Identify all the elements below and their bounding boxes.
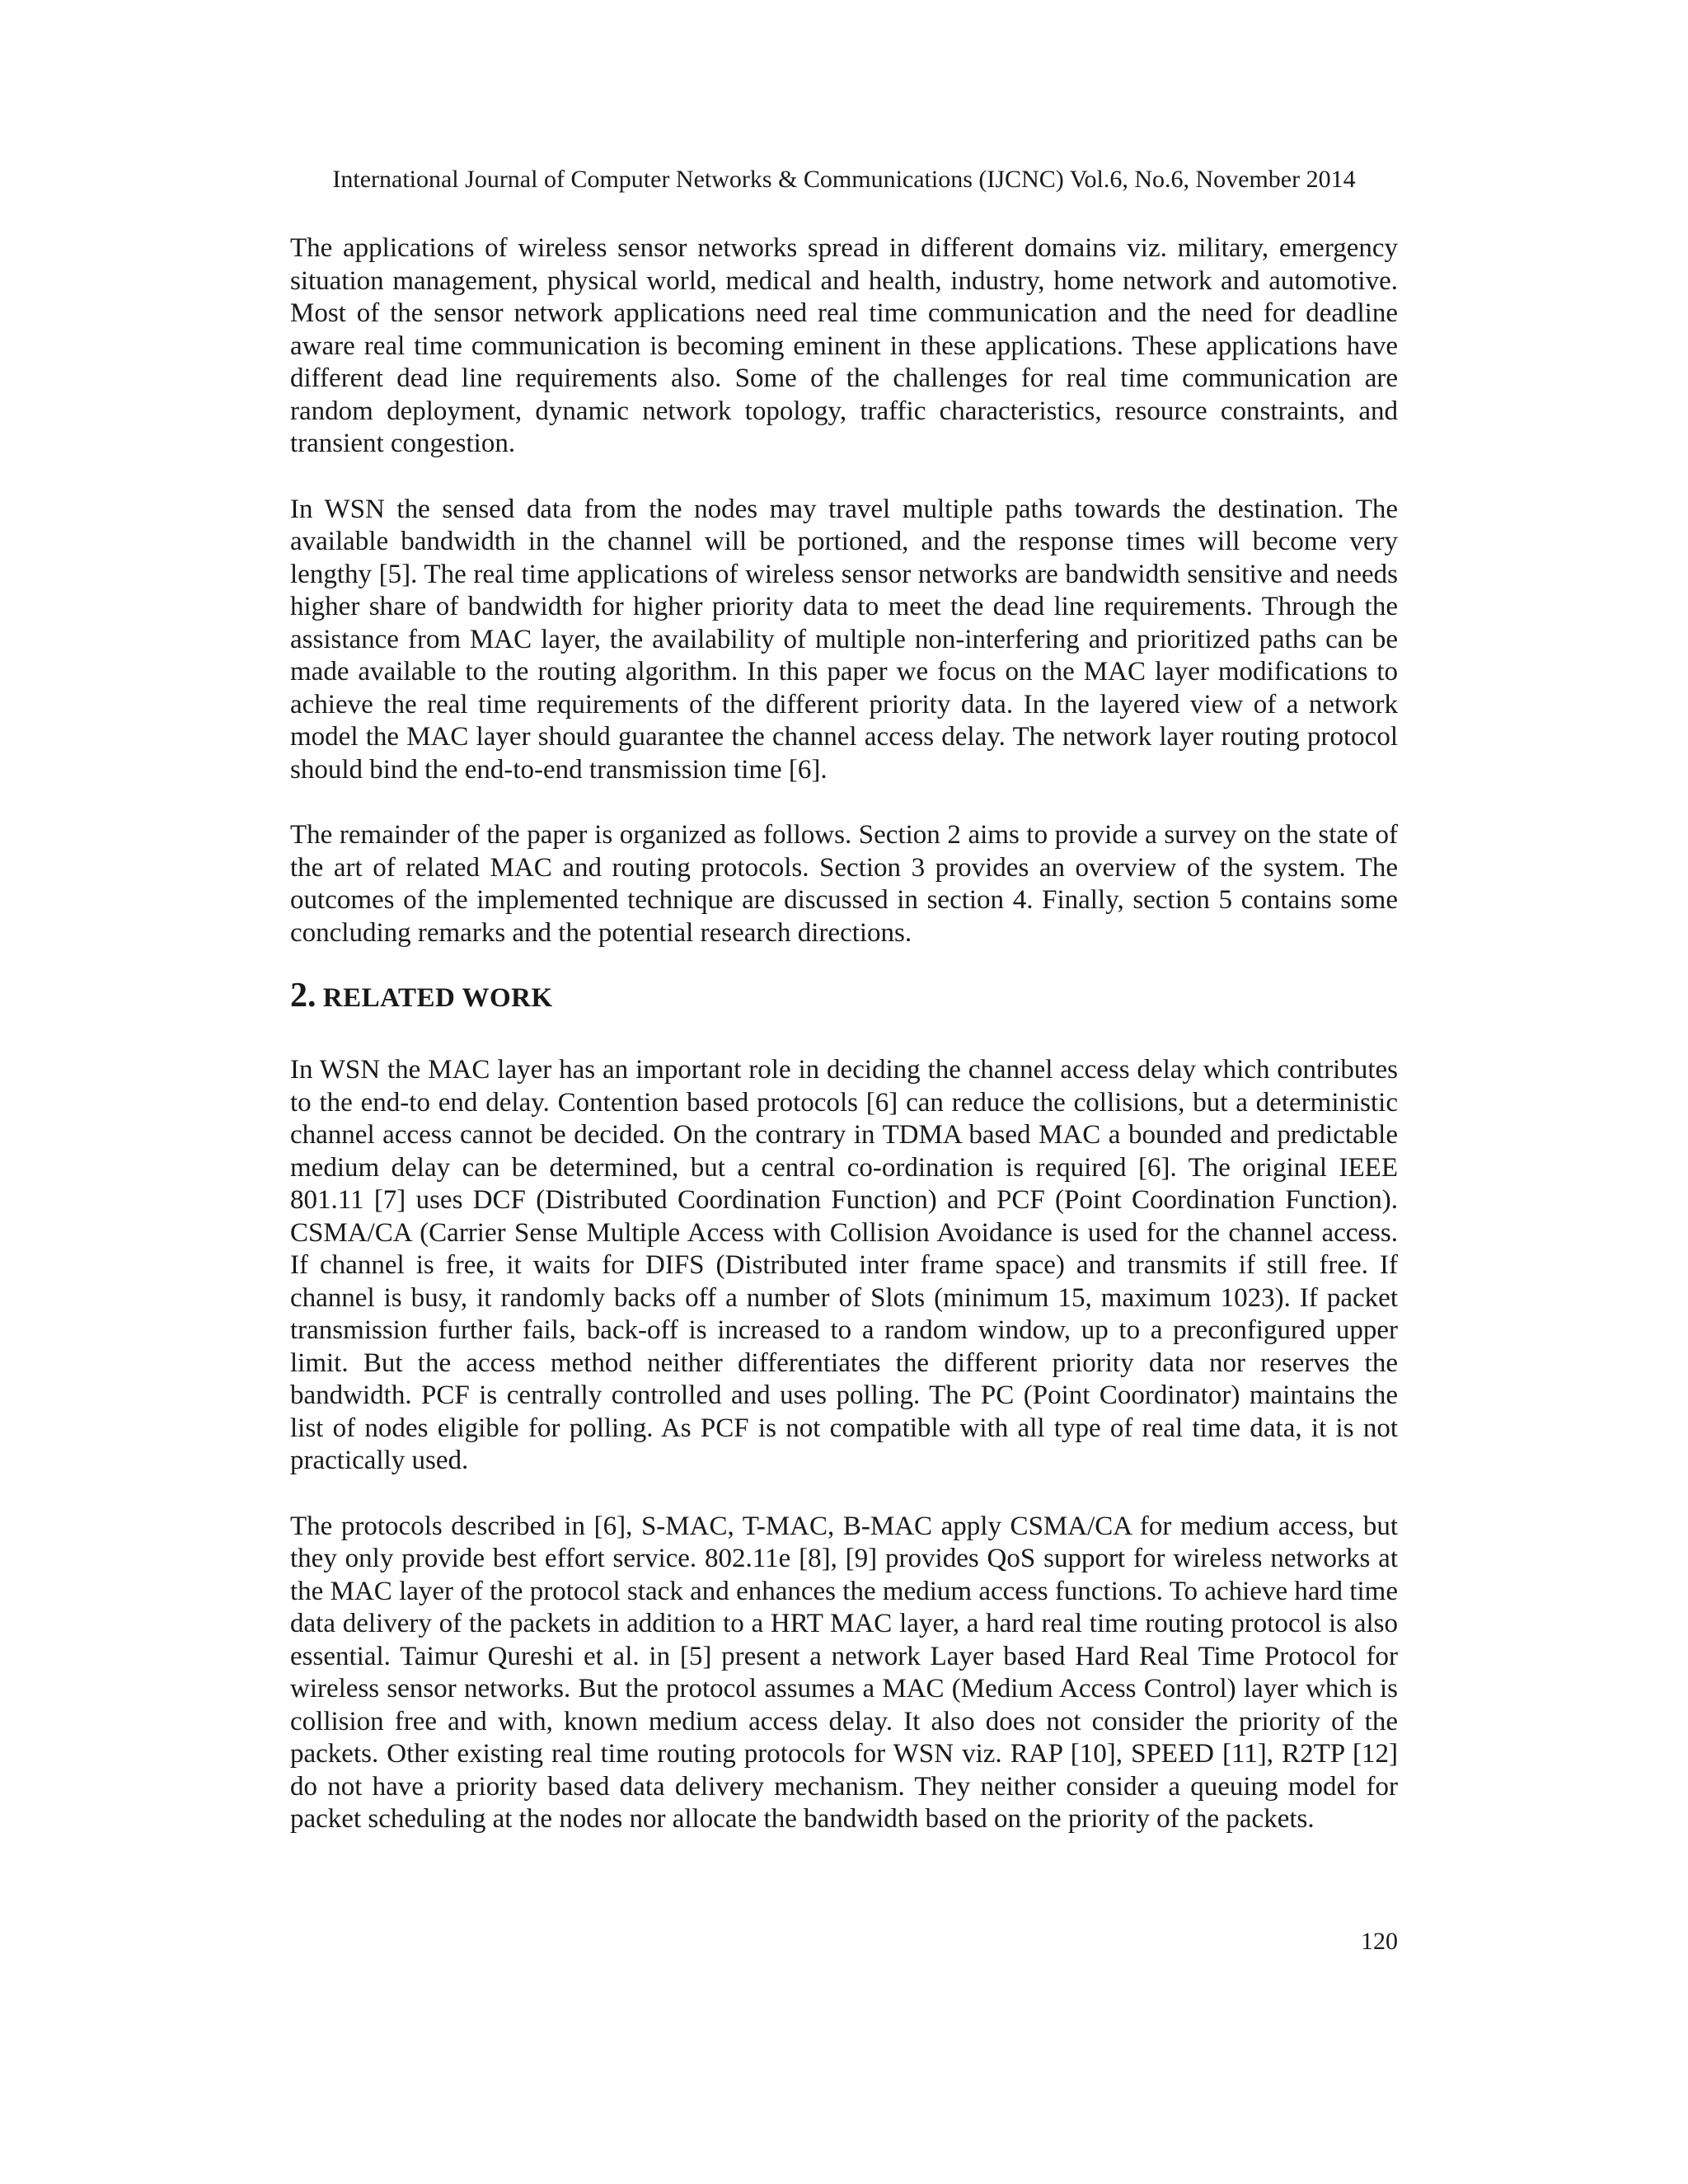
paragraph-gap xyxy=(290,786,1398,819)
paragraph-related-1: In WSN the MAC layer has an important role in deciding the channel access delay which contributes to the end-to end delay. Contention based protocols [6] can reduce the collisions, but a deterministic channel access cannot be decided. On the contrary in TDMA based MAC a bounded and predictable medium delay can be determined, but a central co-ordination is required [6]. The original IEEE 801.11 [7] uses DCF (Distributed Coordination Function) and PCF (Point Coordination Function). CSMA/CA (Carrier Sense Multiple Access with Collision Avoidance is used for the channel access. If channel is free, it waits for DIFS (Distributed inter frame space) and transmits if still free. If channel is busy, it randomly backs off a number of Slots (minimum 15, maximum 1023). If packet transmission further fails, back-off is increased to a random window, up to a preconfigured upper limit. But the access method neither differentiates the different priority data nor reserves the bandwidth. PCF is centrally controlled and uses polling. The PC (Point Coordinator) maintains the list of nodes eligible for polling. As PCF is not compatible with all type of real time data, it is not practically used. xyxy=(290,1055,1398,1475)
section-number: 2. xyxy=(290,977,316,1015)
paragraph-gap xyxy=(290,461,1398,494)
section-heading-related-work xyxy=(290,979,1398,1015)
paragraph-intro-2: In WSN the sensed data from the nodes may travel multiple paths towards the destination. The available bandwidth in the channel will be portioned, and the response times will become very lengthy [5]. The real time applications of wireless sensor networks are bandwidth sensitive and needs higher share of bandwidth for higher priority data to meet the dead line requirements. Through the assistance from MAC layer, the availability of multiple non-interfering and prioritized paths can be made available to the routing algorithm. In this paper we focus on the MAC layer modifications to achieve the real time requirements of the different priority data. In the layered view of a network model the MAC layer should guarantee the channel access delay. The network layer routing protocol should bind the end-to-end transmission time [6]. xyxy=(290,494,1398,785)
body-text xyxy=(290,232,1398,1836)
paragraph-related-2: The protocols described in [6], S-MAC, T-MAC, B-MAC apply CSMA/CA for medium access, but they only provide best effort service. 802.11e [8], [9] provides QoS support for wireless networks at the MAC layer of the protocol stack and enhances the medium access functions. To achieve hard time data delivery of the packets in addition to a HRT MAC layer, a hard real time routing protocol is also essential. Taimur Qureshi et al. in [5] present a network Layer based Hard Real Time Protocol for wireless sensor networks. But the protocol assumes a MAC (Medium Access Control) layer which is collision free and with, known medium access delay. It also does not consider the priority of the packets. Other existing real time routing protocols for WSN viz. RAP [10], SPEED [11], R2TP [12] do not have a priority based data delivery mechanism. They neither consider a queuing model for packet scheduling at the nodes nor allocate the bandwidth based on the priority of the packets. xyxy=(290,1511,1398,1834)
running-header: International Journal of Computer Networks & Communications (IJCNC) Vol.6, No.6, November 2014 xyxy=(332,166,1356,193)
heading-gap xyxy=(290,1015,1398,1054)
paragraph-intro-3: The remainder of the paper is organized as follows. Section 2 aims to provide a survey on the state of the art of related MAC and routing protocols. Section 3 provides an overview of the system. The outcomes of the implemented technique are discussed in section 4. Finally, section 5 contains some concluding remarks and the potential research directions. xyxy=(290,820,1398,948)
page-number: 120 xyxy=(1361,1928,1398,1955)
paragraph-intro-1: The applications of wireless sensor networks spread in different domains viz. military, emergency situation management, physical world, medical and health, industry, home network and automotive. Most of the sensor network applications need real time communication and the need for deadline aware real time communication is becoming eminent in these applications. These applications have different dead line requirements also. Some of the challenges for real time communication are random deployment, dynamic network topology, traffic characteristics, resource constraints, and transient congestion. xyxy=(290,233,1398,458)
section-title: RELATED WORK xyxy=(322,983,553,1013)
paragraph-gap xyxy=(290,1478,1398,1511)
